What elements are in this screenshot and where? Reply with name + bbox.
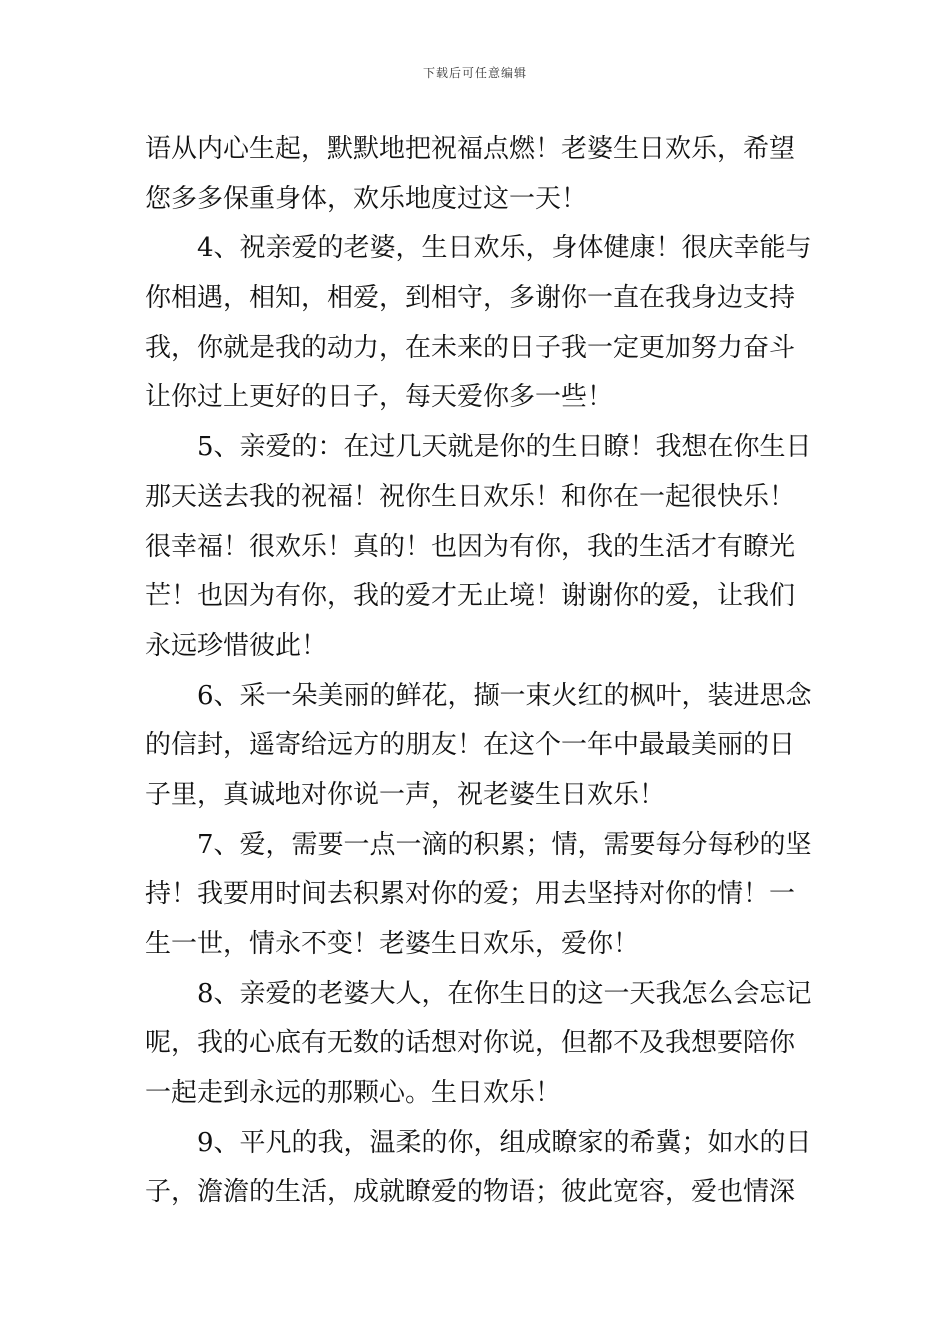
paragraph-start-line: 4、祝亲爱的老婆，生日欢乐，身体健康！很庆幸能与 xyxy=(197,233,812,264)
text-line: 很幸福！很欢乐！真的！也因为有你，我的生活才有瞭光 xyxy=(145,531,796,562)
text-line: 您多多保重身体，欢乐地度过这一天！ xyxy=(145,183,588,214)
text-line: 子，澹澹的生活，成就瞭爱的物语；彼此宽容，爱也情深 xyxy=(145,1177,796,1208)
text-line: 芒！也因为有你，我的爱才无止境！谢谢你的爱，让我们 xyxy=(145,581,796,612)
text-line: 我，你就是我的动力，在未来的日子我一定更加努力奋斗 xyxy=(145,332,796,363)
text-line: 永远珍惜彼此！ xyxy=(145,630,328,661)
text-line: 的信封，遥寄给远方的朋友！在这个一年中最最美丽的日 xyxy=(145,730,796,761)
paragraph-start-line: 9、平凡的我，温柔的你，组成瞭家的希冀；如水的日 xyxy=(197,1127,812,1158)
text-line: 让你过上更好的日子，每天爱你多一些！ xyxy=(145,382,614,413)
text-line: 子里，真诚地对你说一声，祝老婆生日欢乐！ xyxy=(145,779,666,810)
page-header: 下载后可任意编辑 xyxy=(422,66,527,80)
paragraph-start-line: 7、爱，需要一点一滴的积累；情，需要每分每秒的坚 xyxy=(197,829,812,860)
paragraph-start-line: 8、亲爱的老婆大人，在你生日的这一天我怎么会忘记 xyxy=(197,978,812,1009)
text-line: 生一世，情永不变！老婆生日欢乐，爱你！ xyxy=(145,929,640,959)
text-line: 你相遇，相知，相爱，到相守，多谢你一直在我身边支持 xyxy=(145,283,796,314)
text-line: 呢，我的心底有无数的话想对你说，但都不及我想要陪你 xyxy=(145,1028,796,1059)
text-line: 语从内心生起，默默地把祝福点燃！老婆生日欢乐，希望 xyxy=(145,134,796,164)
text-line: 那天送去我的祝福！祝你生日欢乐！和你在一起很快乐！ xyxy=(145,481,796,512)
paragraph-start-line: 6、采一朵美丽的鲜花，撷一束火红的枫叶，装进思念 xyxy=(197,680,812,711)
paragraph-start-line: 5、亲爱的：在过几天就是你的生日瞭！我想在你生日 xyxy=(197,432,812,463)
text-line: 一起走到永远的那颗心。生日欢乐！ xyxy=(145,1078,562,1109)
body-text xyxy=(145,125,810,1218)
text-line: 持！我要用时间去积累对你的爱；用去坚持对你的情！一 xyxy=(145,879,796,910)
